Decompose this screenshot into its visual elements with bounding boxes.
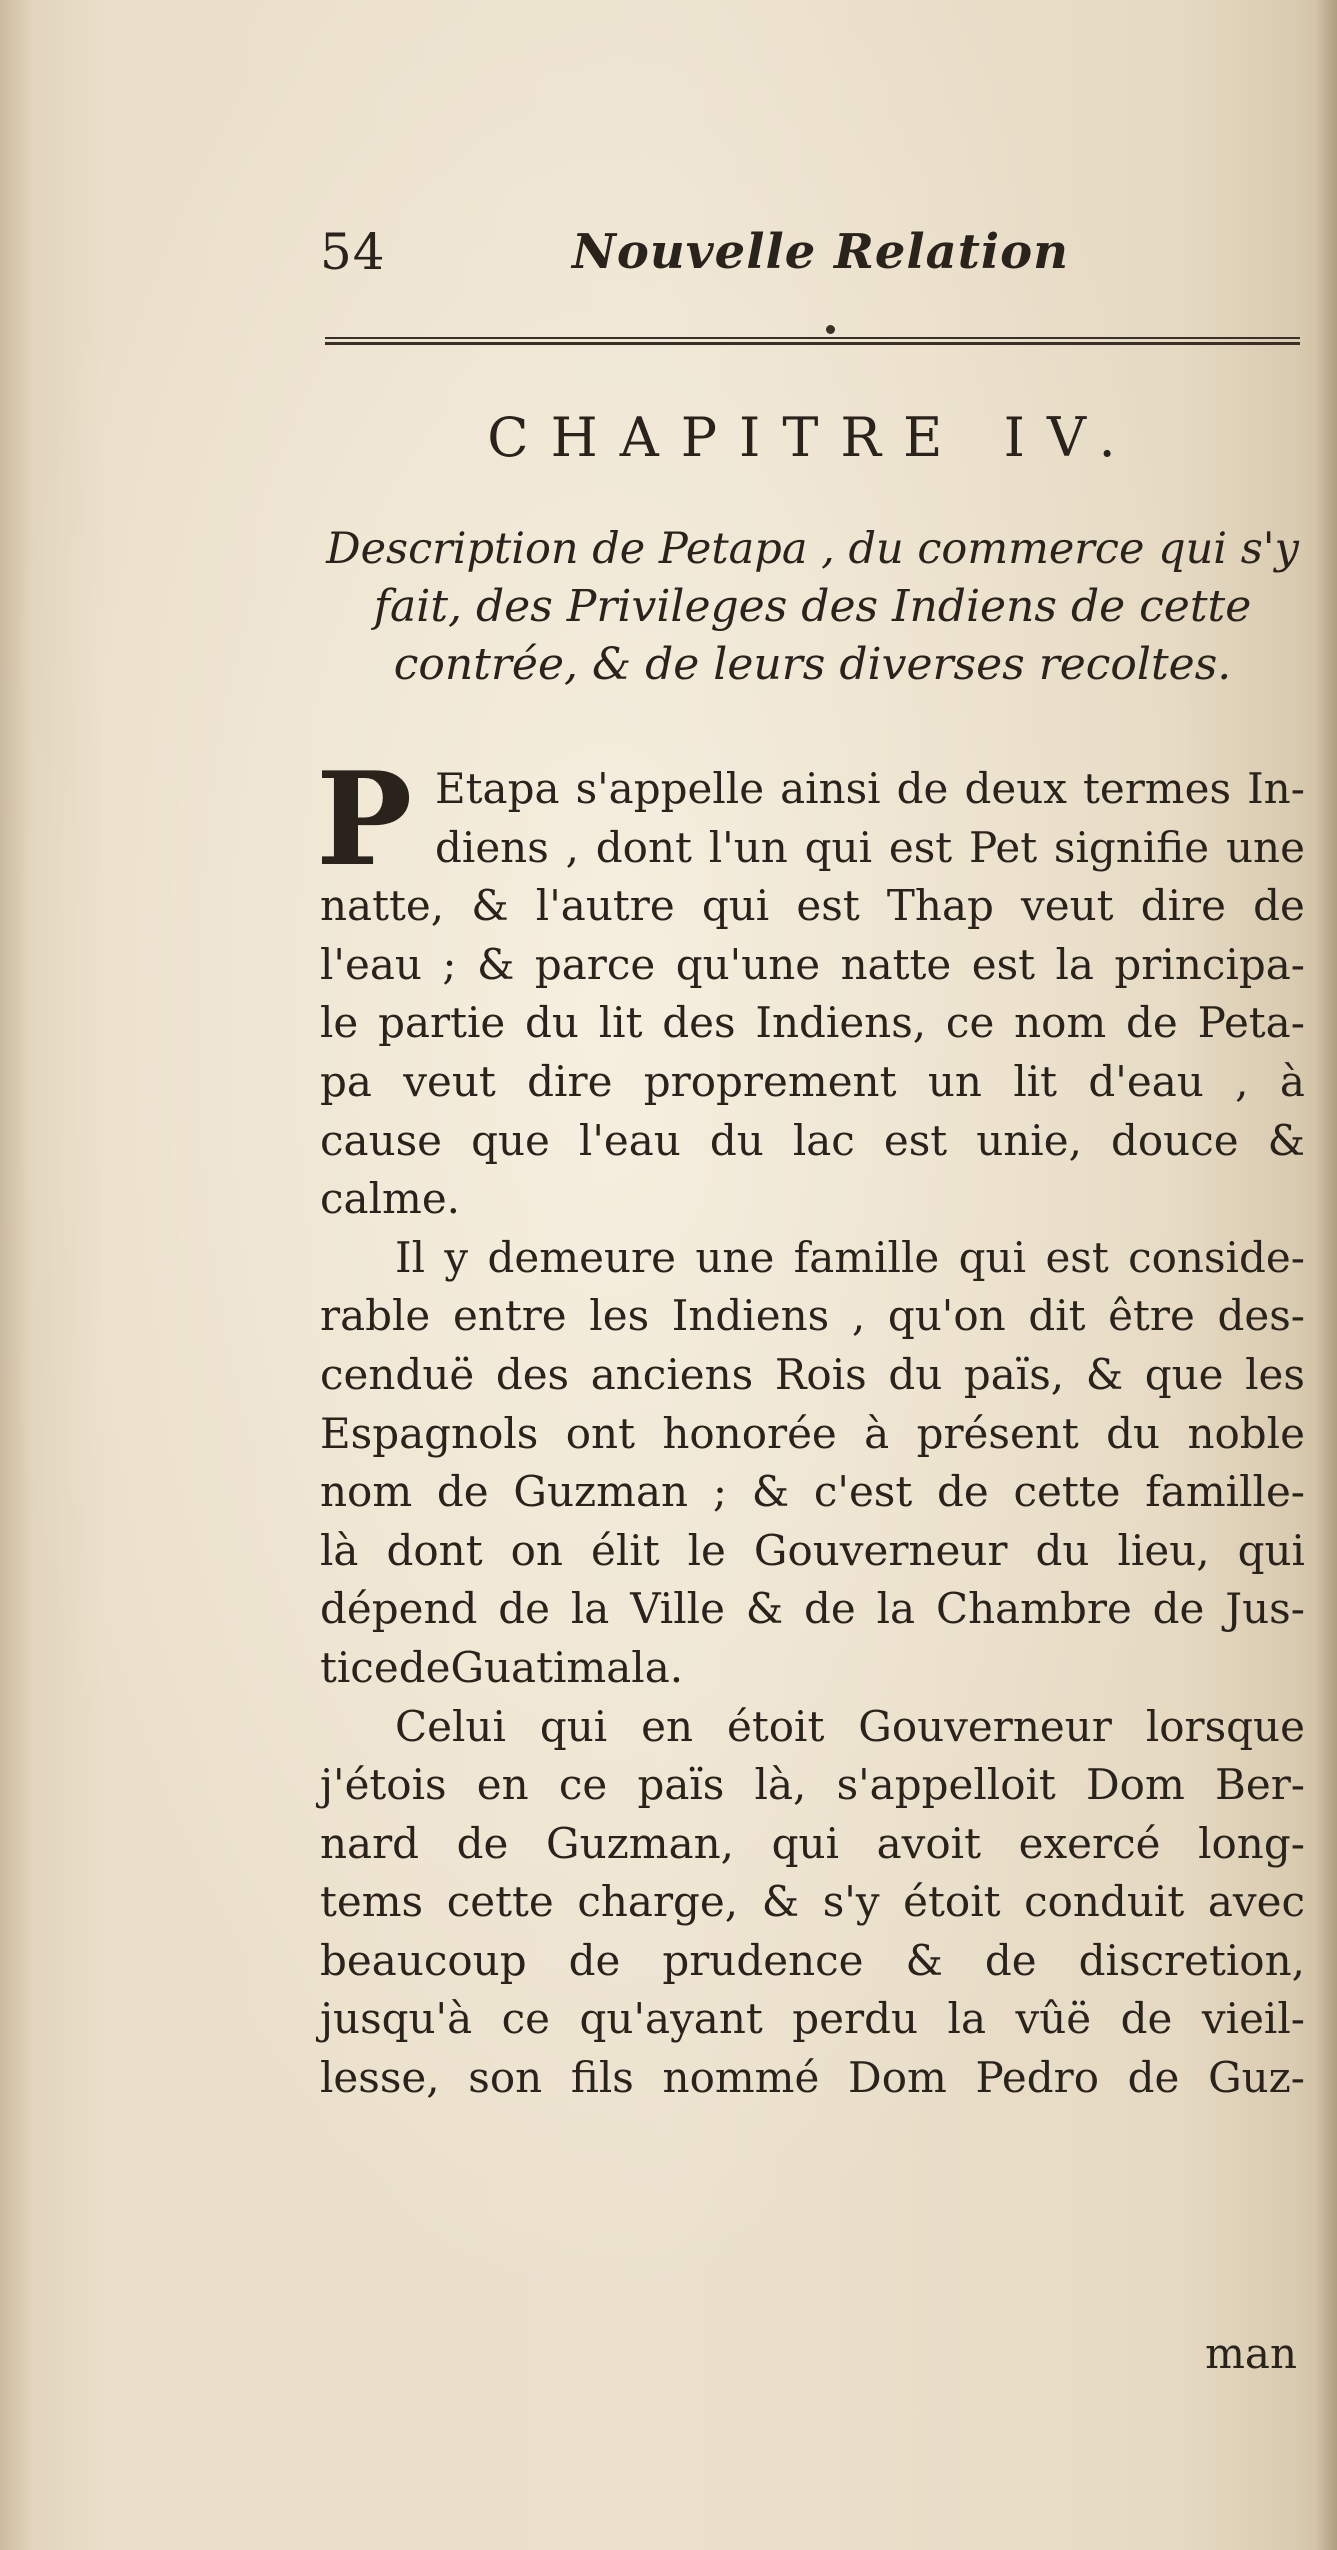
word: j'étois — [320, 1760, 447, 1810]
word: discretion, — [1078, 1935, 1305, 1985]
text-line — [320, 1815, 1305, 1874]
word: fils — [570, 2053, 634, 2103]
word: ce — [501, 1994, 551, 2044]
word: est — [1045, 1232, 1109, 1282]
header-rule — [325, 337, 1300, 345]
text-line — [320, 1229, 1305, 1288]
word: Pedro — [975, 2053, 1099, 2103]
word: & — [905, 1935, 943, 1985]
word: prudence — [662, 1935, 864, 1985]
word: dépend — [320, 1584, 478, 1634]
word: cette — [1013, 1467, 1121, 1517]
word: dire — [1140, 881, 1226, 931]
body-text — [316, 745, 1305, 2108]
text-line — [320, 819, 1305, 878]
drop-cap: P — [316, 745, 413, 895]
word: de — [984, 1935, 1037, 1985]
word: que — [471, 1115, 550, 1165]
summary-line: Description de Petapa , du commerce qui s'y — [326, 524, 1299, 574]
word: ce — [558, 1760, 608, 1810]
word: famille — [793, 1232, 940, 1282]
word: In- — [1247, 764, 1305, 813]
word: lit — [1013, 1056, 1058, 1106]
word: cette — [446, 1877, 554, 1927]
word: Dom — [848, 2053, 947, 2103]
word: vûë — [1015, 1994, 1092, 2044]
text-line — [320, 1756, 1305, 1815]
word: du — [1106, 1408, 1161, 1458]
text-line — [320, 1170, 1305, 1229]
word: natte — [840, 939, 952, 989]
word: ainsi — [780, 764, 881, 813]
word: nommé — [662, 2053, 820, 2103]
text-line — [320, 1463, 1305, 1522]
word: dont — [595, 822, 692, 872]
word: en — [641, 1701, 694, 1751]
running-head — [320, 212, 1310, 292]
word: qui — [539, 1701, 608, 1751]
word: & — [1267, 1115, 1305, 1165]
word: lorsque — [1145, 1701, 1305, 1751]
word: unie, — [976, 1115, 1082, 1165]
word: cause — [320, 1115, 443, 1165]
word: Dom — [1085, 1760, 1185, 1810]
word: qui — [804, 822, 873, 872]
word: Peta- — [1197, 998, 1305, 1048]
word: Indiens — [671, 1291, 830, 1341]
gutter-shadow — [0, 0, 30, 2550]
text-line — [320, 1112, 1305, 1171]
word: là — [320, 1525, 359, 1575]
text-line — [320, 760, 1305, 819]
word: la — [1055, 939, 1094, 989]
word: du — [1035, 1525, 1090, 1575]
word: signifie — [1053, 822, 1210, 872]
word: on — [510, 1525, 563, 1575]
chapter-summary — [325, 520, 1300, 694]
word: rable — [320, 1291, 431, 1341]
word: demeure — [487, 1232, 676, 1282]
word: lac — [792, 1115, 855, 1165]
word: qu'ayant — [579, 1994, 763, 2044]
text-line — [320, 1287, 1305, 1346]
word: qui — [771, 1818, 840, 1868]
word: Celui — [395, 1701, 506, 1751]
word: s'appelloit — [836, 1760, 1056, 1810]
word: de — [896, 764, 949, 813]
word: du — [709, 1115, 764, 1165]
word: conside- — [1128, 1232, 1305, 1282]
text-line — [320, 936, 1305, 995]
word: une — [695, 1232, 775, 1282]
word: de — [498, 1584, 551, 1634]
word: diens — [435, 822, 549, 872]
text-line — [320, 1580, 1305, 1639]
word: qu'une — [675, 939, 821, 989]
word: l'autre — [535, 881, 675, 931]
word: du — [888, 1349, 943, 1399]
text-line — [320, 877, 1305, 936]
word: proprement — [643, 1056, 897, 1106]
word: de — [936, 1467, 989, 1517]
word: vieil- — [1201, 1994, 1305, 2044]
word: , — [1235, 1056, 1249, 1106]
chapter-title: CHAPITRE IV. — [487, 406, 1138, 469]
word: qui — [958, 1232, 1027, 1282]
word: le — [687, 1525, 726, 1575]
word: parce — [534, 939, 656, 989]
word: douce — [1110, 1115, 1239, 1165]
word: la — [876, 1584, 916, 1634]
word: pa — [320, 1056, 372, 1106]
word: élit — [590, 1525, 660, 1575]
word: lieu, — [1117, 1525, 1210, 1575]
word: noble — [1187, 1408, 1305, 1458]
word: l'eau — [578, 1115, 681, 1165]
text-line — [320, 1932, 1305, 1991]
word: lesse, — [320, 2053, 440, 2103]
word: natte, — [320, 881, 445, 931]
text-line — [320, 1698, 1305, 1757]
word: & — [761, 1877, 800, 1927]
word: entre — [452, 1291, 567, 1341]
word: jusqu'à — [320, 1994, 473, 2044]
word: d'eau — [1088, 1056, 1204, 1106]
text-line — [320, 1522, 1305, 1581]
word: est — [971, 939, 1036, 989]
word: Il — [395, 1232, 426, 1282]
summary-line: fait, des Privileges des Indiens de cette — [373, 581, 1252, 632]
text-line — [320, 1990, 1305, 2049]
word: l'un — [708, 822, 788, 872]
word: s'y — [822, 1877, 880, 1927]
word: des — [662, 998, 736, 1048]
word: les — [589, 1291, 650, 1341]
word: deux — [964, 764, 1067, 813]
word: la — [570, 1584, 610, 1634]
word: est — [888, 822, 953, 872]
word: le — [320, 998, 359, 1048]
word: partie — [378, 998, 506, 1048]
word: & — [477, 939, 515, 989]
word: est — [796, 881, 860, 931]
word: s'appelle — [575, 764, 765, 813]
word: en — [476, 1760, 529, 1810]
word: nom — [1014, 998, 1107, 1048]
word: la — [947, 1994, 987, 2044]
text-line — [320, 1346, 1305, 1405]
page-number: 54 — [320, 223, 386, 281]
word: son — [468, 2053, 543, 2103]
word: veut — [403, 1056, 496, 1106]
word: Etapa — [435, 764, 560, 813]
word: tice — [320, 1642, 399, 1692]
word: de — [436, 1467, 489, 1517]
word: ; — [712, 1467, 727, 1517]
word: qui — [701, 881, 770, 931]
word: beaucoup — [320, 1935, 527, 1985]
word: Guatimala. — [450, 1642, 684, 1692]
word: anciens — [590, 1349, 754, 1399]
word: ce — [945, 998, 995, 1048]
text-line — [320, 2049, 1305, 2108]
word: Guzman, — [546, 1818, 735, 1868]
word: Guzman — [513, 1467, 689, 1517]
word: ont — [565, 1408, 635, 1458]
word: famille- — [1145, 1467, 1305, 1517]
word: de — [1126, 998, 1178, 1048]
word: de — [1120, 1994, 1173, 2044]
word: Ber- — [1214, 1760, 1305, 1810]
word: & — [751, 1467, 790, 1517]
word: être — [1108, 1291, 1195, 1341]
word: païs, — [963, 1349, 1065, 1399]
text-line — [320, 1405, 1305, 1464]
word: perdu — [792, 1994, 919, 2044]
word: nard — [320, 1818, 420, 1868]
page-edge-shadow — [1315, 0, 1337, 2550]
catchword: man — [1205, 2329, 1297, 2378]
word: du — [525, 998, 579, 1048]
word: avoit — [876, 1818, 981, 1868]
word: des- — [1217, 1291, 1305, 1341]
word: Espagnols — [320, 1408, 539, 1458]
word: conduit — [1024, 1877, 1185, 1927]
text-line — [320, 994, 1305, 1053]
word: un — [927, 1056, 982, 1106]
word: Thap — [886, 881, 994, 931]
summary-line: contrée, & de leurs diverses recoltes. — [393, 639, 1232, 690]
running-title: Nouvelle Relation — [572, 224, 1070, 280]
word: à — [864, 1408, 890, 1458]
word: que — [1144, 1349, 1224, 1399]
word: dire — [527, 1056, 613, 1106]
word: dit — [1028, 1291, 1086, 1341]
header-rule-ornament — [826, 325, 835, 334]
word: c'est — [813, 1467, 913, 1517]
word: nom — [320, 1467, 413, 1517]
word: qui — [1237, 1525, 1305, 1575]
word: de — [568, 1935, 621, 1985]
word: Pet — [968, 822, 1038, 872]
word: Chambre — [935, 1584, 1132, 1634]
word: dont — [386, 1525, 483, 1575]
word: honorée — [662, 1408, 837, 1458]
word: termes — [1083, 764, 1232, 813]
word: païs — [637, 1760, 725, 1810]
word: veut — [1021, 881, 1114, 931]
word: & — [1085, 1349, 1124, 1399]
word: Gouverneur — [858, 1701, 1112, 1751]
word: Rois — [774, 1349, 867, 1399]
word: long- — [1198, 1818, 1305, 1868]
word: Gouverneur — [753, 1525, 1008, 1575]
word: l'eau — [320, 939, 422, 989]
word: de — [1152, 1584, 1205, 1634]
word: étoit — [727, 1701, 825, 1751]
word: Jus- — [1225, 1584, 1305, 1634]
word: des — [495, 1349, 570, 1399]
word: exercé — [1018, 1818, 1161, 1868]
word: une — [1225, 822, 1305, 872]
word: tems — [320, 1877, 424, 1927]
word: là, — [754, 1760, 807, 1810]
word: & — [745, 1584, 784, 1634]
word: avec — [1207, 1877, 1305, 1927]
word: de — [456, 1818, 509, 1868]
word: , — [851, 1291, 866, 1341]
word: calme. — [320, 1174, 461, 1224]
word: étoit — [903, 1877, 1001, 1927]
text-line — [320, 1639, 1305, 1698]
word: Ville — [630, 1584, 725, 1634]
word: à — [1279, 1056, 1305, 1106]
word: , — [565, 822, 579, 872]
word: y — [444, 1232, 469, 1282]
word: & — [471, 881, 509, 931]
word: lit — [598, 998, 643, 1048]
word: de — [398, 1642, 451, 1692]
word: charge, — [577, 1877, 739, 1927]
word: de — [1253, 881, 1305, 931]
word: les — [1245, 1349, 1305, 1399]
word: est — [883, 1115, 948, 1165]
word: de — [1127, 2053, 1180, 2103]
word: principa- — [1114, 939, 1305, 989]
word: qu'on — [887, 1291, 1006, 1341]
word: présent — [916, 1408, 1079, 1458]
word: ; — [442, 939, 457, 989]
text-line — [320, 1873, 1305, 1932]
word: cenduë — [320, 1349, 475, 1399]
word: Indiens, — [755, 998, 927, 1048]
word: Guz- — [1208, 2053, 1305, 2103]
word: de — [804, 1584, 856, 1634]
text-line — [320, 1053, 1305, 1112]
